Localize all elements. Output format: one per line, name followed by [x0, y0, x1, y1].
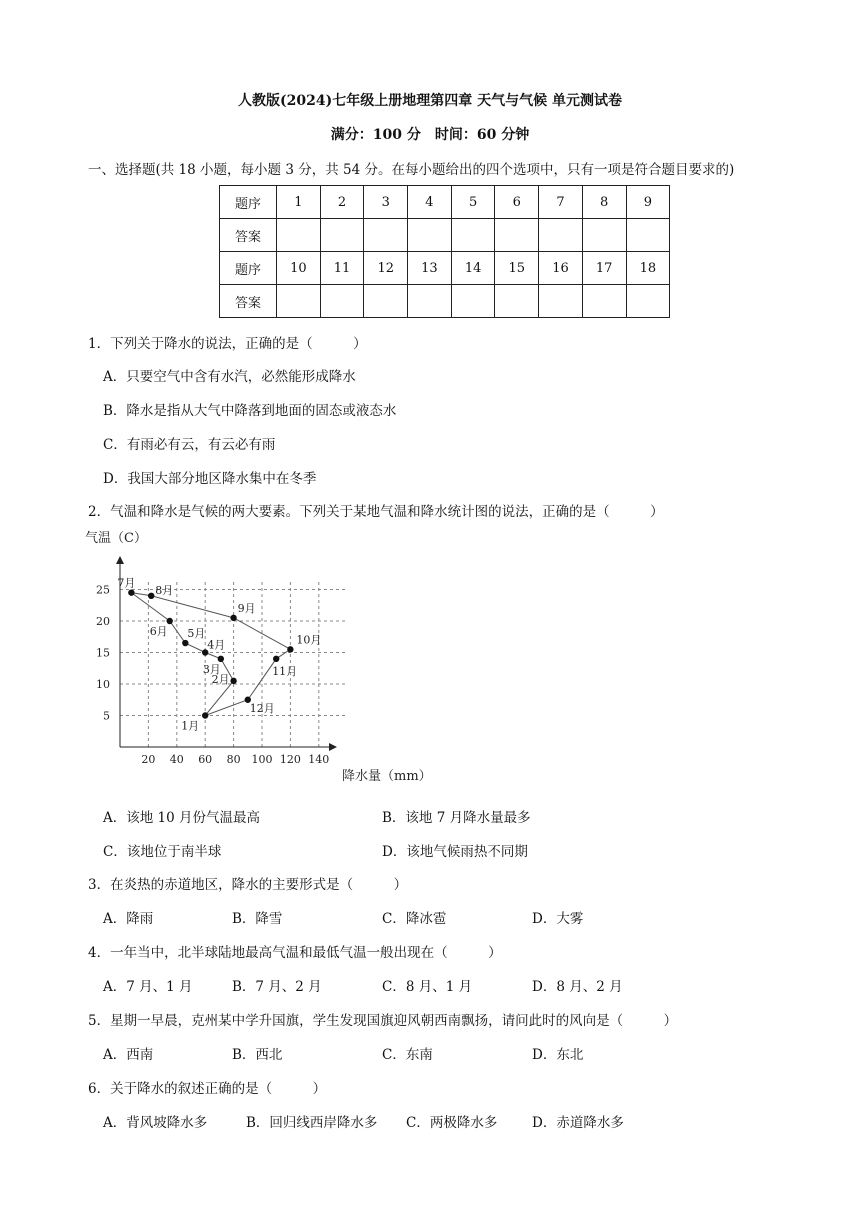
answer-cell[interactable] [582, 219, 626, 252]
question-1-option-d[interactable]: D．我国大部分地区降水集中在冬季 [103, 471, 317, 487]
section-heading: 一、选择题(共 18 小题，每小题 3 分，共 54 分。在每小题给出的四个选项中，只有一项是符合题目要求的) [88, 162, 735, 178]
data-point [148, 593, 154, 599]
question-3-option-c[interactable]: C．降冰雹 [382, 911, 447, 927]
question-3-stem: 3．在炎热的赤道地区，降水的主要形式是（ ） [88, 877, 408, 893]
question-number-cell: 13 [408, 252, 452, 285]
answer-cell[interactable] [451, 219, 495, 252]
question-number-cell: 6 [495, 186, 539, 219]
exam-info: 满分：100 分 时间：60 分钟 [330, 127, 530, 143]
question-5-option-b[interactable]: B．西北 [232, 1047, 283, 1063]
x-tick-labels [141, 753, 329, 766]
data-point-label: 4月 [207, 638, 226, 652]
question-1-stem: 1．下列关于降水的说法，正确的是（ ） [88, 336, 367, 352]
question-number-cell: 5 [451, 186, 495, 219]
question-number-cell: 12 [364, 252, 408, 285]
question-5-option-d[interactable]: D．东北 [532, 1047, 584, 1063]
question-number-cell: 2 [320, 186, 364, 219]
answer-cell[interactable] [495, 219, 539, 252]
question-5-option-a[interactable]: A．西南 [103, 1047, 154, 1063]
data-point-label: 12月 [249, 701, 275, 715]
x-tick-label: 20 [141, 753, 156, 766]
question-4-option-b[interactable]: B．7 月、2 月 [232, 979, 322, 995]
question-1-option-c[interactable]: C．有雨必有云，有云必有雨 [103, 437, 276, 453]
x-tick-label: 140 [308, 753, 330, 766]
question-3-option-b[interactable]: B．降雪 [232, 911, 283, 927]
answer-cell[interactable] [320, 285, 364, 318]
question-1-option-a[interactable]: A．只要空气中含有水汽，必然能形成降水 [103, 369, 356, 385]
answer-table [219, 185, 670, 318]
table-header-cell: 答案 [220, 219, 277, 252]
data-point [230, 678, 236, 684]
question-1-option-b[interactable]: B．降水是指从大气中降落到地面的固态或液态水 [103, 403, 397, 419]
data-point-label: 3月 [202, 662, 221, 676]
answer-cell[interactable] [277, 219, 321, 252]
question-number-cell: 16 [539, 252, 583, 285]
table-header-cell: 题序 [220, 186, 277, 219]
data-point [202, 712, 208, 718]
x-tick-label: 80 [226, 753, 241, 766]
table-row [220, 285, 670, 318]
table-row [220, 186, 670, 219]
question-4-option-d[interactable]: D．8 月、2 月 [532, 979, 623, 995]
question-number-cell: 18 [626, 252, 670, 285]
question-2-stem: 2．气温和降水是气候的两大要素。下列关于某地气温和降水统计图的说法，正确的是（ ） [88, 504, 664, 520]
data-point [128, 589, 134, 595]
y-tick-label: 20 [96, 615, 110, 628]
y-tick-label: 10 [96, 678, 110, 691]
data-point [218, 656, 224, 662]
page-title: 人教版(2024)七年级上册地理第四章 天气与气候 单元测试卷 [238, 93, 622, 109]
question-3-option-a[interactable]: A．降雨 [103, 911, 154, 927]
y-axis-label: 气温（C） [85, 531, 147, 546]
data-point-label: 1月 [181, 719, 200, 733]
question-4-option-c[interactable]: C．8 月、1 月 [382, 979, 473, 995]
answer-cell[interactable] [364, 219, 408, 252]
question-2-option-c[interactable]: C．该地位于南半球 [103, 844, 222, 860]
data-point-label: 8月 [155, 583, 174, 597]
question-2-option-a[interactable]: A．该地 10 月份气温最高 [103, 810, 261, 826]
question-number-cell: 4 [408, 186, 452, 219]
data-point-label: 10月 [296, 633, 322, 647]
data-point [273, 656, 279, 662]
data-point [167, 618, 173, 624]
chart-grid [120, 580, 347, 747]
table-row [220, 219, 670, 252]
answer-cell[interactable] [539, 285, 583, 318]
answer-cell[interactable] [495, 285, 539, 318]
data-line [131, 593, 290, 716]
table-header-cell: 题序 [220, 252, 277, 285]
y-tick-label: 25 [96, 583, 110, 597]
x-tick-label: 100 [251, 753, 273, 766]
answer-cell[interactable] [277, 285, 321, 318]
answer-cell[interactable] [320, 219, 364, 252]
question-2-option-b[interactable]: B．该地 7 月降水量最多 [382, 810, 531, 826]
question-number-cell: 1 [277, 186, 321, 219]
answer-cell[interactable] [408, 219, 452, 252]
temperature-precipitation-chart [80, 528, 432, 788]
data-point [230, 615, 236, 621]
answer-cell[interactable] [582, 285, 626, 318]
data-point [182, 640, 188, 646]
answer-cell[interactable] [626, 219, 670, 252]
table-header-cell: 答案 [220, 285, 277, 318]
question-6-option-b[interactable]: B．回归线西岸降水多 [246, 1115, 378, 1131]
question-4-option-a[interactable]: A．7 月、1 月 [103, 979, 193, 995]
question-number-cell: 9 [626, 186, 670, 219]
question-number-cell: 7 [539, 186, 583, 219]
x-tick-label: 40 [169, 753, 184, 766]
data-point-label: 7月 [117, 576, 136, 590]
question-3-option-d[interactable]: D．大雾 [532, 911, 584, 927]
x-tick-label: 60 [198, 753, 213, 766]
question-6-option-d[interactable]: D．赤道降水多 [532, 1115, 624, 1131]
question-number-cell: 10 [277, 252, 321, 285]
data-point-label: 6月 [149, 625, 168, 638]
answer-cell[interactable] [626, 285, 670, 318]
question-number-cell: 3 [364, 186, 408, 219]
data-point-label: 9月 [237, 601, 256, 615]
question-number-cell: 17 [582, 252, 626, 285]
question-number-cell: 8 [582, 186, 626, 219]
question-2-option-d[interactable]: D．该地气候雨热不同期 [382, 844, 528, 860]
answer-cell[interactable] [539, 219, 583, 252]
y-tick-label: 5 [103, 709, 110, 723]
question-number-cell: 14 [451, 252, 495, 285]
data-point-label: 2月 [211, 672, 230, 686]
answer-cell[interactable] [451, 285, 495, 318]
question-4-stem: 4．一年当中，北半球陆地最高气温和最低气温一般出现在（ ） [88, 945, 502, 961]
y-tick-labels [96, 584, 110, 723]
answer-cell[interactable] [408, 285, 452, 318]
question-number-cell: 15 [495, 252, 539, 285]
question-6-option-c[interactable]: C．两极降水多 [406, 1115, 498, 1131]
y-tick-label: 15 [96, 646, 110, 660]
x-tick-label: 120 [279, 753, 301, 766]
answer-cell[interactable] [364, 285, 408, 318]
table-row [220, 252, 670, 285]
question-number-cell: 11 [320, 252, 364, 285]
data-point [287, 646, 293, 652]
question-6-stem: 6．关于降水的叙述正确的是（ ） [88, 1081, 327, 1097]
data-point-label: 5月 [187, 627, 206, 641]
data-point-label: 11月 [272, 664, 298, 678]
question-5-stem: 5．星期一早晨，克州某中学升国旗，学生发现国旗迎风朝西南飘扬，请问此时的风向是（ ） [88, 1013, 678, 1029]
question-5-option-c[interactable]: C．东南 [382, 1047, 433, 1063]
question-6-option-a[interactable]: A．背风坡降水多 [103, 1115, 208, 1131]
x-axis-label: 降水量（mm） [342, 769, 432, 784]
